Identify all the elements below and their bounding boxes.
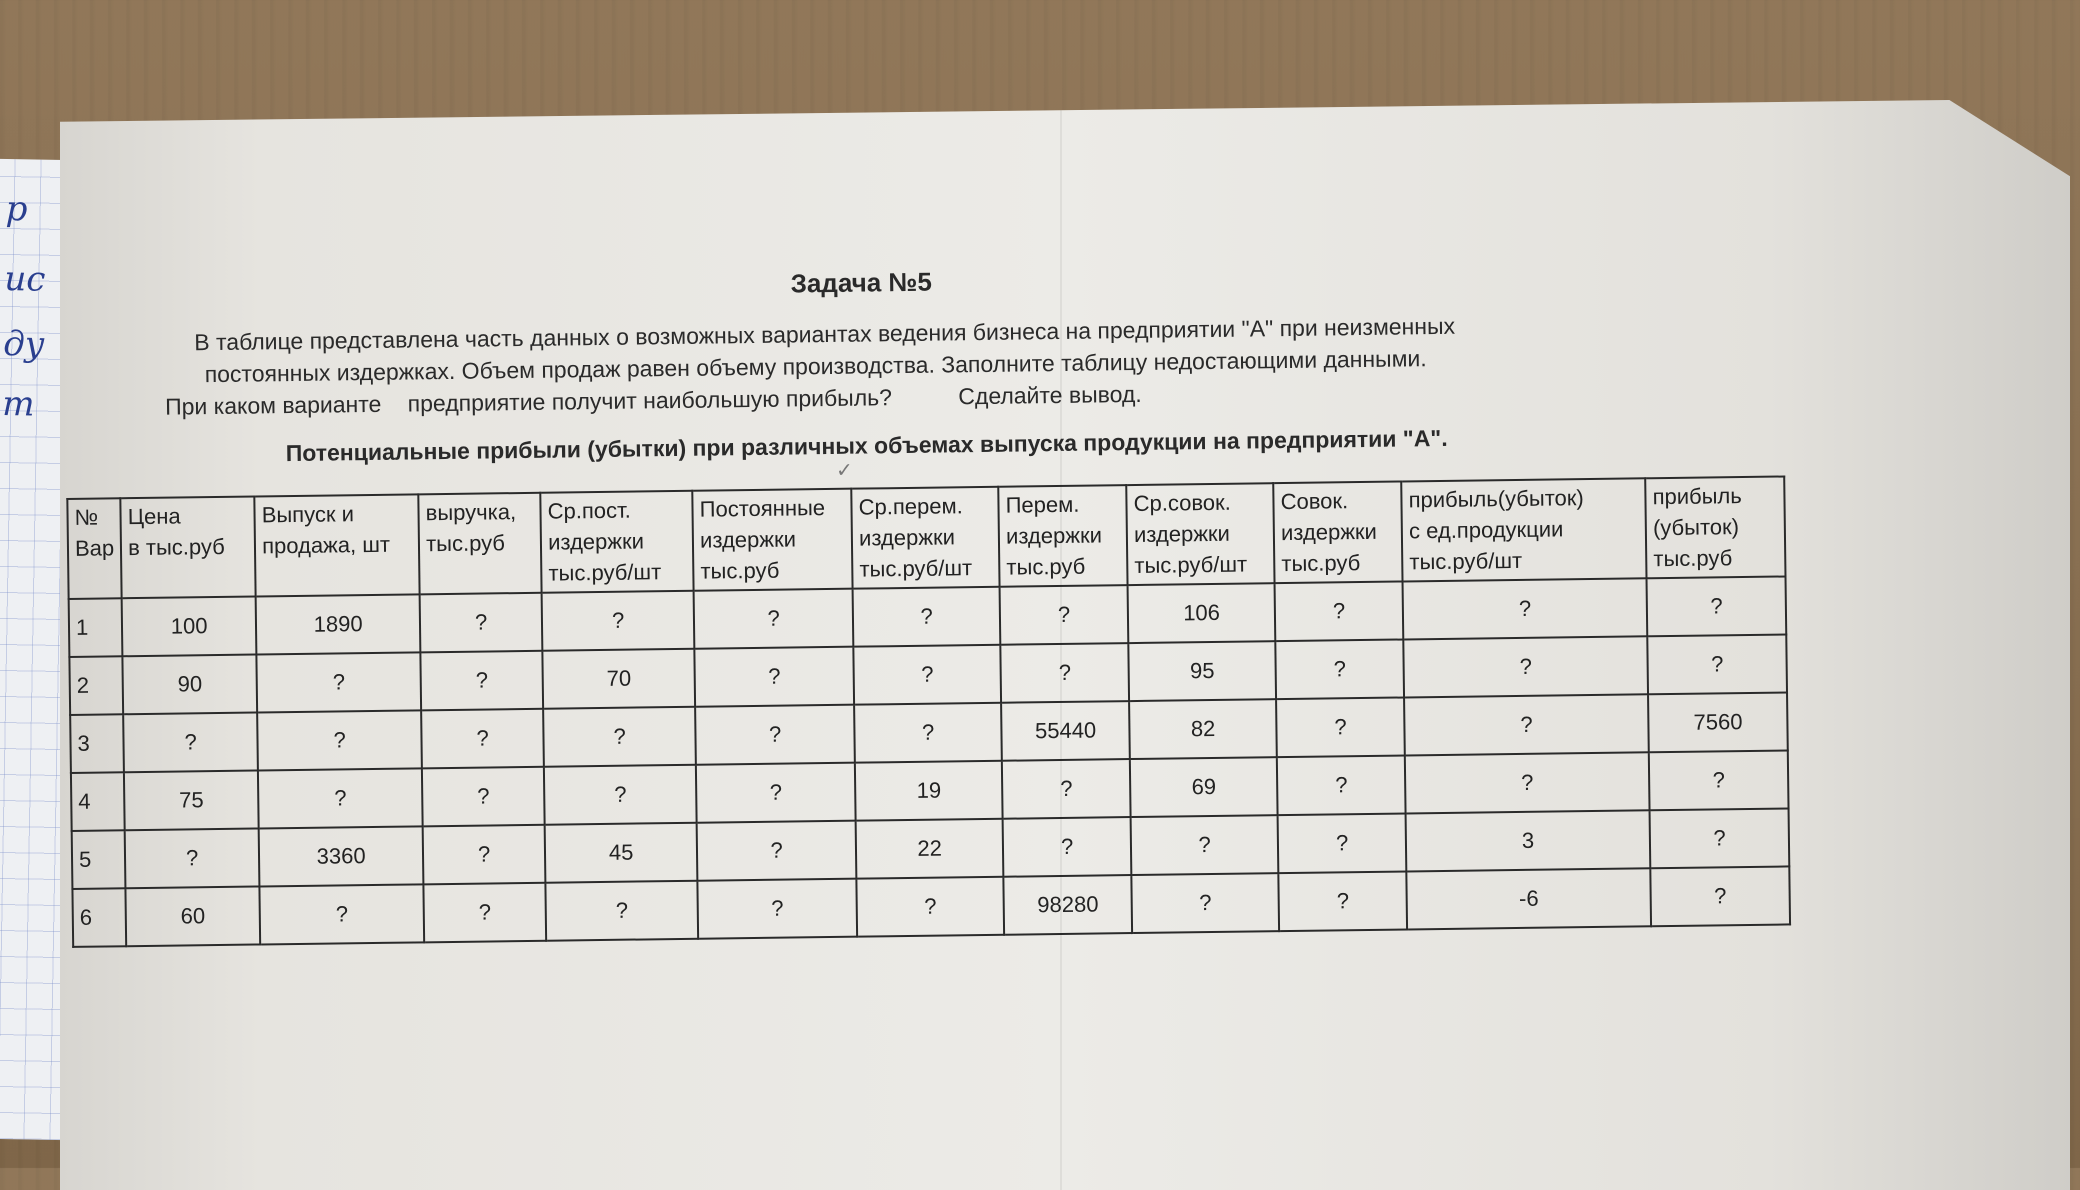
table-cell: 22 [856, 819, 1004, 879]
header-revenue: выручка, тыс.руб [418, 493, 541, 595]
table-cell: ? [258, 768, 423, 828]
header-price: Цена в тыс.руб [120, 497, 255, 599]
table-cell: ? [695, 647, 855, 707]
table-cell: ? [1131, 815, 1279, 875]
table-cell: ? [1277, 755, 1406, 815]
table-cell: -6 [1406, 868, 1651, 929]
table-cell: ? [1647, 576, 1787, 636]
table-cell: 95 [1128, 641, 1276, 701]
table-cell: 1 [69, 598, 123, 657]
table-cell: 2 [69, 656, 123, 715]
table-cell: 75 [124, 770, 259, 830]
intro-question-rest: предприятие получит наибольшую прибыль? [407, 384, 893, 417]
header-avg-fixed-cost: Ср.пост. издержки тыс.руб/шт [540, 491, 693, 593]
header-unit-profit: прибыль(убыток) с ед.продукции тыс.руб/шт [1401, 478, 1646, 581]
table-cell: ? [857, 877, 1005, 937]
notebook-scribble: ду [2, 323, 45, 365]
table-cell: ? [1404, 694, 1649, 755]
table-cell: ? [1650, 866, 1790, 926]
notebook-scribble: р [5, 188, 28, 230]
table-cell: ? [424, 883, 547, 943]
table-cell: ? [1649, 750, 1789, 810]
table-cell: ? [697, 821, 857, 881]
intro-conclusion: Сделайте вывод. [958, 380, 1142, 410]
table-cell: 100 [122, 597, 257, 657]
table-cell: ? [1405, 752, 1650, 813]
table-cell: ? [125, 828, 260, 888]
table-cell: 45 [545, 823, 698, 883]
table-cell: ? [853, 645, 1001, 705]
table-cell: ? [1650, 808, 1790, 868]
table-cell: ? [1276, 697, 1405, 757]
table-cell: ? [1000, 643, 1129, 703]
table-cell: ? [698, 879, 858, 939]
table-cell: 5 [72, 830, 126, 889]
table-cell: 3360 [259, 826, 424, 886]
table-cell: 6 [72, 888, 126, 947]
table-cell: ? [420, 593, 543, 653]
header-avg-variable-cost: Ср.перем. издержки тыс.руб/шт [851, 487, 999, 589]
header-profit: прибыль (убыток) тыс.руб [1645, 476, 1785, 578]
intro-line-2: постоянных издержках. Объем продаж равен объему производства. Заполните таблицу недостающими данными. [204, 345, 1427, 388]
table-cell: ? [421, 651, 544, 711]
table-cell: ? [123, 712, 258, 772]
header-variant: № Вар [67, 498, 121, 599]
table-cell: 70 [543, 649, 696, 709]
table-cell: ? [421, 709, 544, 769]
table-cell: 7560 [1648, 692, 1788, 752]
table-cell: 82 [1129, 699, 1277, 759]
header-output: Выпуск и продажа, шт [254, 494, 419, 596]
table-cell: ? [696, 763, 856, 823]
table-cell: 1890 [256, 594, 421, 654]
table-cell: ? [1278, 813, 1407, 873]
task-intro [164, 310, 1456, 423]
table-cell: ? [1003, 817, 1132, 877]
table-cell: ? [257, 710, 422, 770]
header-avg-total-cost: Ср.совок. издержки тыс.руб/шт [1126, 483, 1274, 585]
notebook-scribble: ис [4, 258, 46, 300]
data-table [66, 475, 1791, 947]
table-cell: 90 [123, 654, 258, 714]
table-cell: ? [422, 767, 545, 827]
table-cell: ? [1278, 871, 1407, 931]
table-cell: ? [853, 587, 1001, 647]
header-total-cost: Совок. издержки тыс.руб [1273, 481, 1402, 583]
table-title: Потенциальные прибыли (убытки) при различных объемах выпуска продукции на предприятии "А". [285, 424, 1448, 467]
table-cell: ? [257, 652, 422, 712]
table-cell: ? [854, 703, 1002, 763]
table-cell: ? [260, 884, 425, 944]
table-cell: ? [1275, 639, 1404, 699]
table-cell: ? [423, 825, 546, 885]
table-cell: 3 [70, 714, 124, 773]
table-cell: ? [1000, 585, 1129, 645]
table-cell: 98280 [1004, 875, 1133, 935]
notebook-scribble: т [1, 383, 35, 425]
table-cell: ? [542, 591, 695, 651]
header-fixed-cost: Постоянные издержки тыс.руб [692, 489, 852, 591]
table-cell: ? [1647, 634, 1787, 694]
table-cell: 106 [1128, 583, 1276, 643]
header-variable-cost: Перем. издержки тыс.руб [998, 485, 1127, 587]
check-mark: ✓ [835, 459, 853, 482]
table-cell: ? [543, 707, 696, 767]
table-cell: 19 [855, 761, 1003, 821]
table-cell: 69 [1130, 757, 1278, 817]
table-cell: ? [1403, 636, 1648, 697]
table-cell: ? [544, 765, 697, 825]
table-cell: 60 [126, 886, 261, 946]
table-cell: ? [694, 589, 854, 649]
table-cell: ? [546, 881, 699, 941]
table-cell: 55440 [1001, 701, 1130, 761]
table-cell: ? [1403, 578, 1648, 639]
table-cell: 3 [1406, 810, 1651, 871]
table-cell: ? [1275, 581, 1404, 641]
table-cell: ? [695, 705, 855, 765]
table-cell: ? [1002, 759, 1131, 819]
table-cell: 4 [71, 772, 125, 831]
intro-line-1: В таблице представлена часть данных о возможных вариантах ведения бизнеса на предприятии "А" при неизменных [194, 312, 1456, 356]
table-cell: ? [1132, 873, 1280, 933]
intro-question: При каком варианте [164, 390, 382, 420]
task-title: Задача №5 [790, 266, 933, 299]
